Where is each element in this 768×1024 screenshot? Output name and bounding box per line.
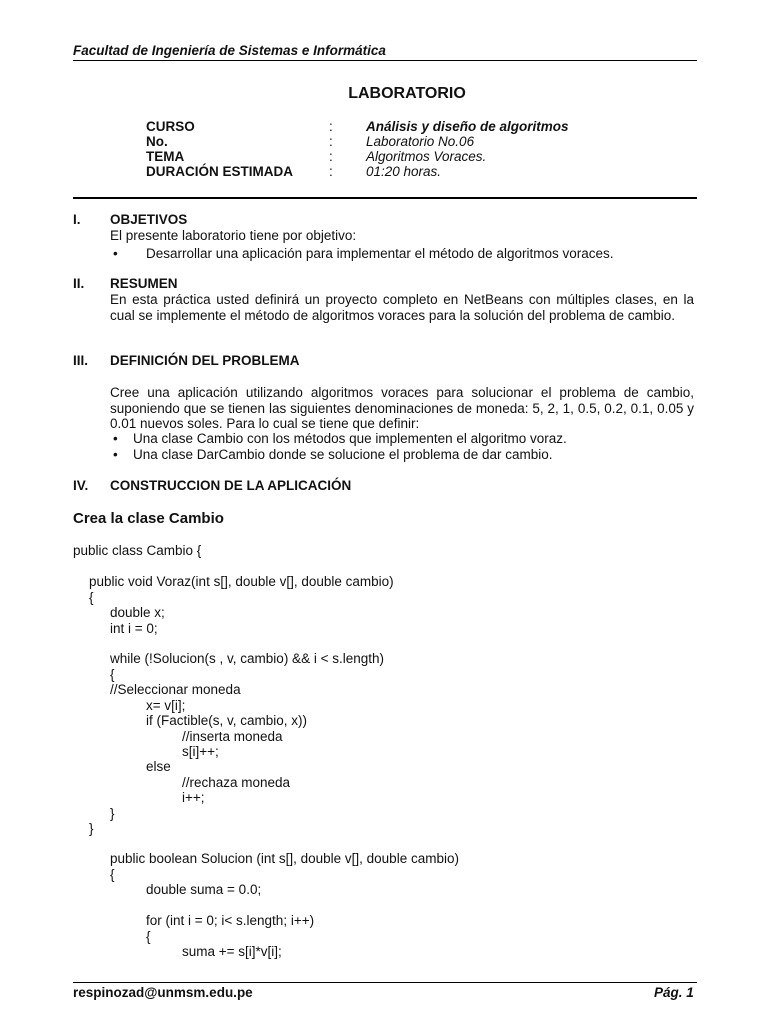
section-title-construccion: CONSTRUCCION DE LA APLICACIÓN [110, 478, 352, 493]
meta-value-no: Laboratorio No.06 [366, 134, 475, 149]
objetivos-intro: El presente laboratorio tiene por objetivo: [110, 228, 357, 243]
meta-label-duracion: DURACIÓN ESTIMADA [146, 164, 293, 179]
code-line: { [110, 667, 115, 682]
bullet-icon: • [113, 431, 118, 446]
bullet-icon: • [113, 246, 118, 261]
code-line: } [89, 821, 94, 836]
definicion-item: Una clase DarCambio donde se solucione el problema de dar cambio. [133, 447, 553, 462]
meta-value-duracion: 01:20 horas. [366, 164, 442, 179]
code-line: public class Cambio { [73, 543, 202, 558]
footer-email: respinozad@unmsm.edu.pe [73, 985, 253, 1000]
meta-value-curso: Análisis y diseño de algoritmos [366, 119, 569, 134]
code-line: { [89, 590, 94, 605]
footer-rule [73, 982, 697, 983]
header-faculty: Facultad de Ingeniería de Sistemas e Informática [73, 43, 386, 58]
code-line: //rechaza moneda [182, 775, 291, 790]
meta-rule [73, 197, 697, 199]
meta-colon: : [329, 149, 333, 164]
code-line: //Seleccionar moneda [110, 682, 241, 697]
section-number: IV. [73, 478, 89, 493]
code-line: { [146, 929, 151, 944]
section-number: II. [73, 276, 85, 291]
code-line: s[i]++; [182, 744, 219, 759]
section-title-resumen: RESUMEN [110, 276, 178, 291]
code-line: double x; [110, 605, 165, 620]
section-title-objetivos: OBJETIVOS [110, 212, 188, 227]
code-line: public void Voraz(int s[], double v[], double cambio) [89, 574, 394, 589]
code-line: if (Factible(s, v, cambio, x)) [146, 713, 308, 728]
code-line: { [110, 867, 115, 882]
bullet-icon: • [113, 447, 118, 462]
code-line: public boolean Solucion (int s[], double v[], double cambio) [110, 851, 459, 866]
definicion-text: Cree una aplicación utilizando algoritmos voraces para solucionar el problema de cambio, suponiendo que se tienen las siguientes denominaciones de moneda: 5, 2, 1, 0.5, 0.2, 0.1, 0.05 y 0.01 nuevos soles. Para lo cual se tiene que definir: [110, 385, 694, 431]
code-line: x= v[i]; [146, 698, 186, 713]
resumen-text: En esta práctica usted definirá un proyecto completo en NetBeans con múltiples clases, en la cual se implemente el método de algoritmos voraces para la solución del problema de cambio. [110, 292, 694, 323]
meta-colon: : [329, 164, 333, 179]
subheading-cambio: Crea la clase Cambio [73, 510, 224, 527]
code-line: double suma = 0.0; [146, 882, 262, 897]
meta-colon: : [329, 134, 333, 149]
section-number: I. [73, 212, 81, 227]
code-line: while (!Solucion(s , v, cambio) && i < s.length) [110, 651, 384, 666]
meta-label-curso: CURSO [146, 119, 195, 134]
code-line: int i = 0; [110, 621, 158, 636]
objetivos-item: Desarrollar una aplicación para implementar el método de algoritmos voraces. [146, 246, 614, 261]
code-line: //inserta moneda [182, 729, 283, 744]
code-line: for (int i = 0; i< s.length; i++) [146, 913, 315, 928]
section-title-definicion: DEFINICIÓN DEL PROBLEMA [110, 353, 300, 368]
meta-label-tema: TEMA [146, 149, 185, 164]
section-number: III. [73, 353, 89, 368]
page-number: Pág. 1 [654, 985, 694, 1000]
meta-colon: : [329, 119, 333, 134]
meta-label-no: No. [146, 134, 168, 149]
definicion-item: Una clase Cambio con los métodos que implementen el algoritmo voraz. [133, 431, 567, 446]
code-line: } [110, 806, 115, 821]
code-line: else [146, 759, 171, 774]
meta-value-tema: Algoritmos Voraces. [366, 149, 487, 164]
code-line: i++; [182, 790, 205, 805]
page-title: LABORATORIO [348, 85, 466, 102]
code-line: suma += s[i]*v[i]; [182, 944, 282, 959]
header-rule [73, 60, 697, 61]
